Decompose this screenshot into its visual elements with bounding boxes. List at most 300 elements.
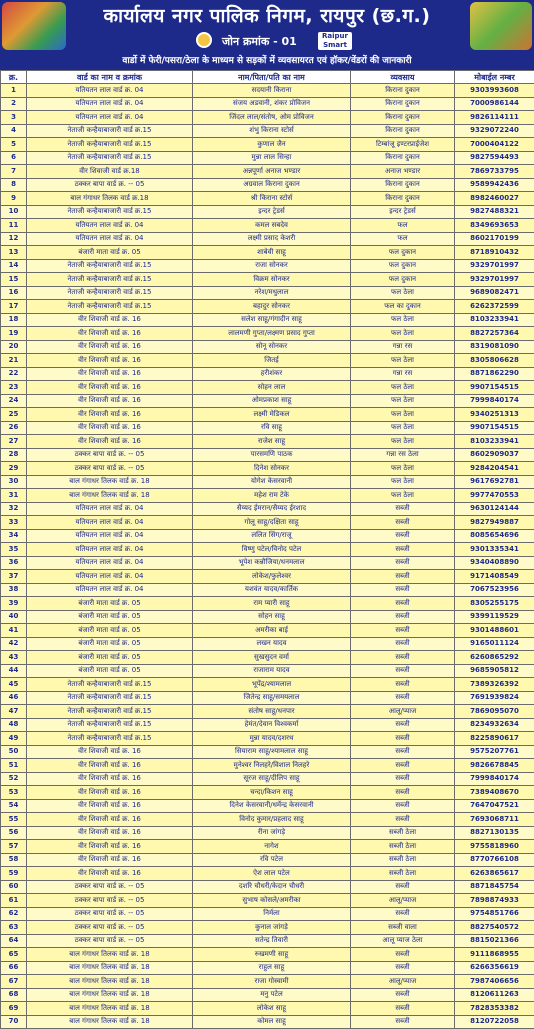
name-cell: योगेश केसरवानी	[193, 475, 351, 489]
serial-cell: 34	[1, 529, 27, 543]
ward-cell: ठक्कर बापा वार्ड क्र. -- 05	[27, 934, 193, 948]
ward-cell: बंजारी माता वार्ड क्र. 05	[27, 664, 193, 678]
name-cell: इन्दर ट्रेडर्स	[193, 205, 351, 219]
business-cell: आलू/प्याज	[351, 894, 455, 908]
table-row	[1, 853, 534, 867]
business-cell: सब्जी	[351, 1015, 455, 1029]
serial-cell: 4	[1, 124, 27, 138]
business-cell: सब्जी ठेला	[351, 867, 455, 881]
business-cell: फल ठेला	[351, 327, 455, 341]
ward-cell: नेताजी कन्हैयाबाजारी वार्ड क्र.15	[27, 151, 193, 165]
name-cell: संजय अडवानी, शंकर प्रोविजन	[193, 97, 351, 111]
table-row	[1, 691, 534, 705]
mobile-cell: 9907154515	[455, 381, 534, 395]
serial-cell: 15	[1, 273, 27, 287]
mobile-cell: 9754851766	[455, 907, 534, 921]
serial-cell: 54	[1, 799, 27, 813]
business-cell: सब्जी	[351, 597, 455, 611]
table-row	[1, 988, 534, 1002]
business-cell: फल ठेला	[351, 462, 455, 476]
serial-cell: 43	[1, 651, 27, 665]
mobile-cell: 7898874933	[455, 894, 534, 908]
col-serial: क्र.	[1, 71, 27, 84]
name-cell: संतोष साहू/धनपार	[193, 705, 351, 719]
ward-cell: नेताजी कन्हैयाबाजारी वार्ड क्र.15	[27, 124, 193, 138]
business-cell: फल ठेला	[351, 408, 455, 422]
mobile-cell: 9340251313	[455, 408, 534, 422]
table-row	[1, 475, 534, 489]
business-cell: सब्जी	[351, 988, 455, 1002]
table-row	[1, 597, 534, 611]
name-cell: मुनेश्वर निलहरे/विशाल निलहरे	[193, 759, 351, 773]
table-row	[1, 907, 534, 921]
name-cell: जितई	[193, 354, 351, 368]
table-row	[1, 286, 534, 300]
table-body	[1, 84, 534, 1029]
serial-cell: 61	[1, 894, 27, 908]
name-cell: सलेश साहू/गंगादीन साहू	[193, 313, 351, 327]
business-cell: सब्जी	[351, 516, 455, 530]
serial-cell: 6	[1, 151, 27, 165]
serial-cell: 1	[1, 84, 27, 98]
table-row	[1, 448, 534, 462]
name-cell: ललित सिंग/राजू	[193, 529, 351, 543]
ward-cell: बाल गंगाधर तिलक वार्ड क्र. 18	[27, 1002, 193, 1016]
mobile-cell: 8305255175	[455, 597, 534, 611]
serial-cell: 7	[1, 165, 27, 179]
name-cell: राम प्यारी साहू	[193, 597, 351, 611]
serial-cell: 53	[1, 786, 27, 800]
mobile-cell: 8349693653	[455, 219, 534, 233]
serial-cell: 55	[1, 813, 27, 827]
mobile-cell: 9575207761	[455, 745, 534, 759]
name-cell: नागेश	[193, 840, 351, 854]
mobile-cell: 8602170199	[455, 232, 534, 246]
mobile-cell: 7999840174	[455, 394, 534, 408]
ward-cell: यतियतन लाल वार्ड क्र. 04	[27, 556, 193, 570]
name-cell: भूपेश कन्नौजिया/धनमलाल	[193, 556, 351, 570]
table-row	[1, 151, 534, 165]
serial-cell: 60	[1, 880, 27, 894]
zone-row	[0, 32, 534, 52]
vendor-table	[0, 70, 534, 1029]
name-cell: हेमंत/देवान विश्वकर्मा	[193, 718, 351, 732]
ward-cell: यतियतन लाल वार्ड क्र. 04	[27, 570, 193, 584]
mobile-cell: 7828353382	[455, 1002, 534, 1016]
mobile-cell: 9301488601	[455, 624, 534, 638]
mobile-cell: 7647047521	[455, 799, 534, 813]
serial-cell: 45	[1, 678, 27, 692]
mobile-cell: 8319081090	[455, 340, 534, 354]
mobile-cell: 9827949887	[455, 516, 534, 530]
name-cell: रुखमणी साहू	[193, 948, 351, 962]
table-row	[1, 354, 534, 368]
table-row	[1, 219, 534, 233]
table-row	[1, 340, 534, 354]
table-row	[1, 273, 534, 287]
table-header-row	[1, 71, 534, 84]
name-cell: मुन्ना लाल सिन्हा	[193, 151, 351, 165]
name-cell: सोनू सोनकर	[193, 340, 351, 354]
ward-cell: ठक्कर बापा वार्ड क्र. -- 05	[27, 921, 193, 935]
serial-cell: 9	[1, 192, 27, 206]
table-row	[1, 556, 534, 570]
table-row	[1, 111, 534, 125]
serial-cell: 13	[1, 246, 27, 260]
name-cell: कोमल साहू	[193, 1015, 351, 1029]
serial-cell: 17	[1, 300, 27, 314]
business-cell: गन्ना रस	[351, 340, 455, 354]
ward-cell: नेताजी कन्हैयाबाजारी वार्ड क्र.15	[27, 691, 193, 705]
name-cell: राजेश साहू	[193, 435, 351, 449]
serial-cell: 30	[1, 475, 27, 489]
serial-cell: 38	[1, 583, 27, 597]
serial-cell: 69	[1, 1002, 27, 1016]
business-cell: फल का दुकान	[351, 300, 455, 314]
name-cell: ऐश लाल पटेल	[193, 867, 351, 881]
ward-cell: बंजारी माता वार्ड क्र. 05	[27, 651, 193, 665]
business-cell: सब्जी	[351, 786, 455, 800]
serial-cell: 26	[1, 421, 27, 435]
mobile-cell: 7869733795	[455, 165, 534, 179]
name-cell: कुनाल जांगड़े	[193, 921, 351, 935]
name-cell: लखन यादव	[193, 637, 351, 651]
ward-cell: यतियतन लाल वार्ड क्र. 04	[27, 219, 193, 233]
name-cell: दशरि चौधरी/केदान चौधरी	[193, 880, 351, 894]
page-title: कार्यालय नगर पालिक निगम, रायपुर (छ.ग.)	[0, 2, 534, 28]
mobile-cell: 7000986144	[455, 97, 534, 111]
zone-number: जोन क्रमांक - 01	[222, 34, 297, 49]
table-row	[1, 705, 534, 719]
name-cell: रवि साहू	[193, 421, 351, 435]
ward-cell: बाल गंगाधर तिलक वार्ड क्र. 18	[27, 948, 193, 962]
table-row	[1, 840, 534, 854]
table-row	[1, 489, 534, 503]
serial-cell: 32	[1, 502, 27, 516]
serial-cell: 50	[1, 745, 27, 759]
serial-cell: 23	[1, 381, 27, 395]
ward-cell: वीर शिवाजी वार्ड क्र. 16	[27, 313, 193, 327]
ward-cell: नेताजी कन्हैयाबाजारी वार्ड क्र.15	[27, 718, 193, 732]
mobile-cell: 9685905812	[455, 664, 534, 678]
ward-cell: यतियतन लाल वार्ड क्र. 04	[27, 111, 193, 125]
municipal-seal-icon	[196, 32, 212, 48]
name-cell: अन्नपूर्णा अनाज भण्डार	[193, 165, 351, 179]
mobile-cell: 9301335341	[455, 543, 534, 557]
mobile-cell: 9399119529	[455, 610, 534, 624]
business-cell: फल दुकान	[351, 273, 455, 287]
table-row	[1, 610, 534, 624]
ward-cell: बंजारी माता वार्ड क्र. 05	[27, 610, 193, 624]
ward-cell: बंजारी माता वार्ड क्र. 05	[27, 637, 193, 651]
serial-cell: 70	[1, 1015, 27, 1029]
table-row	[1, 637, 534, 651]
name-cell: सतेन्द्र तिवारी	[193, 934, 351, 948]
table-row	[1, 232, 534, 246]
ward-cell: ठक्कर बापा वार्ड क्र. -- 05	[27, 462, 193, 476]
mobile-cell: 7691939824	[455, 691, 534, 705]
mobile-cell: 9977470553	[455, 489, 534, 503]
mobile-cell: 6266356619	[455, 961, 534, 975]
business-cell: टिम्बांजू इण्टरप्राईजेश	[351, 138, 455, 152]
name-cell: सियाराम साहू/श्यामलाल साहू	[193, 745, 351, 759]
ward-cell: ठक्कर बापा वार्ड क्र. -- 05	[27, 880, 193, 894]
ward-cell: वीर शिवाजी वार्ड क्र. 16	[27, 435, 193, 449]
name-cell: सूरज साहू/दीलिप साहू	[193, 772, 351, 786]
mobile-cell: 9827488321	[455, 205, 534, 219]
mobile-cell: 8602909037	[455, 448, 534, 462]
business-cell: फल ठेला	[351, 354, 455, 368]
ward-cell: नेताजी कन्हैयाबाजारी वार्ड क्र.15	[27, 205, 193, 219]
table-row	[1, 624, 534, 638]
mobile-cell: 8871862290	[455, 367, 534, 381]
name-cell: सुखसुदन वर्मा	[193, 651, 351, 665]
mobile-cell: 9284204541	[455, 462, 534, 476]
mobile-cell: 6262372599	[455, 300, 534, 314]
ward-cell: यतियतन लाल वार्ड क्र. 04	[27, 529, 193, 543]
business-cell: सब्जी	[351, 718, 455, 732]
col-mobile: मोबाईल नम्बर	[455, 71, 534, 84]
ward-cell: बंजारी माता वार्ड क्र. 05	[27, 246, 193, 260]
mobile-cell: 8234932634	[455, 718, 534, 732]
col-name: नाम/पिता/पति का नाम	[193, 71, 351, 84]
serial-cell: 64	[1, 934, 27, 948]
name-cell: यशवंत यादव/कार्तिक	[193, 583, 351, 597]
business-cell: फल	[351, 232, 455, 246]
name-cell: अमरीका बाई	[193, 624, 351, 638]
serial-cell: 49	[1, 732, 27, 746]
mobile-cell: 9329701997	[455, 259, 534, 273]
serial-cell: 5	[1, 138, 27, 152]
table-row	[1, 880, 534, 894]
serial-cell: 44	[1, 664, 27, 678]
ward-cell: नेताजी कन्हैयाबाजारी वार्ड क्र.15	[27, 259, 193, 273]
col-ward: वार्ड का नाम व क्रमांक	[27, 71, 193, 84]
business-cell: सब्जी	[351, 637, 455, 651]
table-row	[1, 165, 534, 179]
business-cell: सब्जी	[351, 799, 455, 813]
mobile-cell: 8085654696	[455, 529, 534, 543]
serial-cell: 37	[1, 570, 27, 584]
mobile-cell: 9907154515	[455, 421, 534, 435]
mobile-cell: 7987406656	[455, 975, 534, 989]
serial-cell: 51	[1, 759, 27, 773]
serial-cell: 3	[1, 111, 27, 125]
ward-cell: यतियतन लाल वार्ड क्र. 04	[27, 232, 193, 246]
business-cell: सब्जी ठेला	[351, 826, 455, 840]
business-cell: सब्जी ठेला	[351, 840, 455, 854]
name-cell: सोहन लाल	[193, 381, 351, 395]
name-cell: रवि पटेल	[193, 853, 351, 867]
ward-cell: यतियतन लाल वार्ड क्र. 04	[27, 543, 193, 557]
ward-cell: यतियतन लाल वार्ड क्र. 04	[27, 516, 193, 530]
ward-cell: वीर शिवाजी वार्ड क्र. 16	[27, 840, 193, 854]
business-cell: फल ठेला	[351, 435, 455, 449]
mobile-cell: 8103233941	[455, 313, 534, 327]
ward-cell: यतियतन लाल वार्ड क्र. 04	[27, 84, 193, 98]
table-row	[1, 502, 534, 516]
ward-cell: वीर शिवाजी वार्ड क्र. 16	[27, 759, 193, 773]
mobile-cell: 8225890617	[455, 732, 534, 746]
ward-cell: वीर शिवाजी वार्ड क्र. 16	[27, 813, 193, 827]
table-row	[1, 205, 534, 219]
mobile-cell: 6260865292	[455, 651, 534, 665]
ward-cell: वीर शिवाजी वार्ड क्र. 16	[27, 786, 193, 800]
business-cell: सब्जी	[351, 759, 455, 773]
business-cell: सब्जी	[351, 651, 455, 665]
ward-cell: नेताजी कन्हैयाबाजारी वार्ड क्र.15	[27, 138, 193, 152]
table-row	[1, 948, 534, 962]
mobile-cell: 7000404122	[455, 138, 534, 152]
mobile-cell: 9303993608	[455, 84, 534, 98]
mobile-cell: 9171408549	[455, 570, 534, 584]
name-cell: श्री किराना स्टोर्स	[193, 192, 351, 206]
serial-cell: 19	[1, 327, 27, 341]
business-cell: सब्जी	[351, 907, 455, 921]
ward-cell: बाल गंगाधर तिलक वार्ड क्र. 18	[27, 475, 193, 489]
mobile-cell: 8120611263	[455, 988, 534, 1002]
table-row	[1, 799, 534, 813]
serial-cell: 35	[1, 543, 27, 557]
business-cell: सब्जी	[351, 678, 455, 692]
ward-cell: वीर शिवाजी वार्ड क्र. 16	[27, 381, 193, 395]
ward-cell: वीर शिवाजी वार्ड क्र. 16	[27, 799, 193, 813]
table-row	[1, 718, 534, 732]
ward-cell: ठक्कर बापा वार्ड क्र. -- 05	[27, 894, 193, 908]
table-row	[1, 543, 534, 557]
mobile-cell: 8982460027	[455, 192, 534, 206]
name-cell: बहादुर सोनकर	[193, 300, 351, 314]
table-row	[1, 1002, 534, 1016]
table-row	[1, 124, 534, 138]
table-row	[1, 894, 534, 908]
business-cell: फल ठेला	[351, 489, 455, 503]
ward-cell: वीर शिवाजी वार्ड क्र. 16	[27, 745, 193, 759]
mobile-cell: 9755818960	[455, 840, 534, 854]
business-cell: फल ठेला	[351, 286, 455, 300]
business-cell: किराना दुकान	[351, 192, 455, 206]
ward-cell: नेताजी कन्हैयाबाजारी वार्ड क्र.15	[27, 678, 193, 692]
table-row	[1, 516, 534, 530]
business-cell: सब्जी	[351, 772, 455, 786]
business-cell: फल दुकान	[351, 246, 455, 260]
name-cell: कमल सबदेव	[193, 219, 351, 233]
serial-cell: 8	[1, 178, 27, 192]
business-cell: सब्जी	[351, 1002, 455, 1016]
business-cell: फल ठेला	[351, 313, 455, 327]
serial-cell: 25	[1, 408, 27, 422]
business-cell: किराना दुकान	[351, 97, 455, 111]
mobile-cell: 8827130135	[455, 826, 534, 840]
table-row	[1, 178, 534, 192]
table-row	[1, 408, 534, 422]
name-cell: महेश राम टेके	[193, 489, 351, 503]
mobile-cell: 7389408670	[455, 786, 534, 800]
serial-cell: 12	[1, 232, 27, 246]
serial-cell: 14	[1, 259, 27, 273]
serial-cell: 41	[1, 624, 27, 638]
business-cell: सब्जी	[351, 732, 455, 746]
ward-cell: वीर शिवाजी वार्ड क्र. 16	[27, 340, 193, 354]
table-row	[1, 570, 534, 584]
ward-cell: बंजारी माता वार्ड क्र. 05	[27, 624, 193, 638]
serial-cell: 20	[1, 340, 27, 354]
table-row	[1, 921, 534, 935]
business-cell: किराना दुकान	[351, 151, 455, 165]
business-cell: सब्जी	[351, 745, 455, 759]
name-cell: सोहन साहू	[193, 610, 351, 624]
serial-cell: 67	[1, 975, 27, 989]
business-cell: सब्जी	[351, 691, 455, 705]
serial-cell: 27	[1, 435, 27, 449]
mobile-cell: 7389326392	[455, 678, 534, 692]
business-cell: सब्जी	[351, 961, 455, 975]
name-cell: सैय्यद ईमरान/सैय्यद ईरशाद	[193, 502, 351, 516]
ward-cell: बाल गंगाधर तिलक वार्ड क्र. 18	[27, 1015, 193, 1029]
business-cell: किराना दुकान	[351, 124, 455, 138]
serial-cell: 2	[1, 97, 27, 111]
name-cell: लोकेश/फुलेश्वर	[193, 570, 351, 584]
table-row	[1, 84, 534, 98]
ward-cell: बाल गंगाधर तिलक वार्ड क्र. 18	[27, 961, 193, 975]
mobile-cell: 7067523956	[455, 583, 534, 597]
mobile-cell: 8770766108	[455, 853, 534, 867]
table-row	[1, 975, 534, 989]
table-row	[1, 462, 534, 476]
mobile-cell: 9329072240	[455, 124, 534, 138]
business-cell: सब्जी	[351, 556, 455, 570]
name-cell: गोलू साहू/दक्षिता साहू	[193, 516, 351, 530]
mobile-cell: 8815021366	[455, 934, 534, 948]
ward-cell: यतियतन लाल वार्ड क्र. 04	[27, 502, 193, 516]
col-business: व्यवसाय	[351, 71, 455, 84]
mobile-cell: 9340408890	[455, 556, 534, 570]
table-row	[1, 1015, 534, 1029]
serial-cell: 42	[1, 637, 27, 651]
table-row	[1, 381, 534, 395]
ward-cell: नेताजी कन्हैयाबाजारी वार्ड क्र.15	[27, 705, 193, 719]
ward-cell: बाल गंगाधर तिलक वार्ड क्र. 18	[27, 975, 193, 989]
business-cell: सब्जी	[351, 610, 455, 624]
serial-cell: 65	[1, 948, 27, 962]
table-row	[1, 961, 534, 975]
table-row	[1, 97, 534, 111]
ward-cell: बंजारी माता वार्ड क्र. 05	[27, 597, 193, 611]
ward-cell: यतियतन लाल वार्ड क्र. 04	[27, 97, 193, 111]
name-cell: राहुल साहू	[193, 961, 351, 975]
business-cell: सब्जी	[351, 543, 455, 557]
ward-cell: वीर शिवाजी वार्ड क्र. 16	[27, 867, 193, 881]
ward-cell: वीर शिवाजी वार्ड क्र. 16	[27, 327, 193, 341]
name-cell: लक्ष्मी मेडिकल	[193, 408, 351, 422]
mobile-cell: 9630124144	[455, 502, 534, 516]
serial-cell: 39	[1, 597, 27, 611]
mobile-cell: 8827257364	[455, 327, 534, 341]
business-cell: सब्जी	[351, 529, 455, 543]
mobile-cell: 9826114111	[455, 111, 534, 125]
serial-cell: 10	[1, 205, 27, 219]
mobile-cell: 8827540572	[455, 921, 534, 935]
serial-cell: 68	[1, 988, 27, 1002]
table-row	[1, 732, 534, 746]
name-cell: दिनेश सोनकर	[193, 462, 351, 476]
business-cell: गन्ना रस	[351, 367, 455, 381]
business-cell: सब्जी	[351, 502, 455, 516]
name-cell: रीना जांगड़े	[193, 826, 351, 840]
business-cell: सब्जी ठेला	[351, 853, 455, 867]
serial-cell: 24	[1, 394, 27, 408]
name-cell: कुणाल जैन	[193, 138, 351, 152]
